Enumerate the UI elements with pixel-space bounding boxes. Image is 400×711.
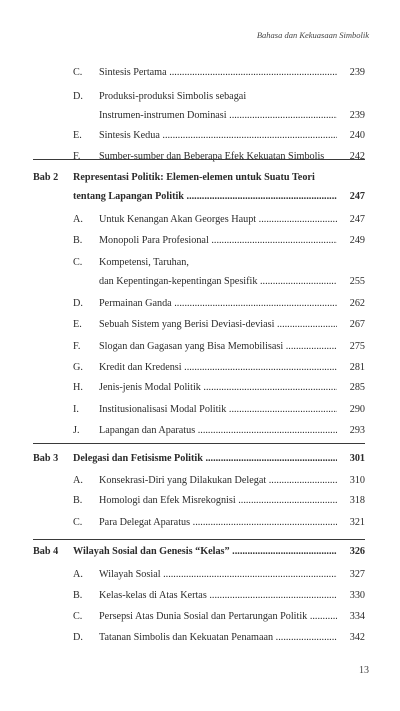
entry-title: Sebuah Sistem yang Berisi Deviasi-deviasi ..... bbox=[99, 318, 337, 332]
entry-title: Representasi Politik: Elemen-elemen untuk Suatu Teori bbox=[73, 172, 315, 183]
entry-letter: D. bbox=[73, 632, 83, 643]
entry-page-number: 281 bbox=[349, 362, 365, 373]
toc-entry bbox=[33, 90, 365, 104]
entry-title: Jenis-jenis Modal Politik ..... bbox=[99, 381, 337, 395]
entry-title: Homologi dan Efek Misrekognisi ..... bbox=[99, 494, 337, 508]
entry-title: Wilayah Sosial dan Genesis “Kelas” ..... bbox=[73, 545, 337, 559]
entry-page-number: 239 bbox=[349, 110, 365, 121]
entry-title: tentang Lapangan Politik ..... bbox=[73, 190, 337, 204]
entry-letter: J. bbox=[73, 425, 80, 436]
entry-page-number: 275 bbox=[349, 341, 365, 352]
entry-page-number: 262 bbox=[349, 298, 365, 309]
entry-letter: I. bbox=[73, 404, 79, 415]
toc-entry bbox=[33, 213, 365, 227]
entry-title: Delegasi dan Fetisisme Politik ..... bbox=[73, 452, 337, 466]
chapter-label: Bab 2 bbox=[33, 172, 59, 183]
chapter-label: Bab 3 bbox=[33, 453, 59, 464]
section-divider bbox=[33, 443, 365, 444]
entry-letter: H. bbox=[73, 382, 83, 393]
toc-entry bbox=[33, 474, 365, 488]
entry-page-number: 247 bbox=[349, 191, 365, 202]
entry-title: Konsekrasi-Diri yang Dilakukan Delegat ..... bbox=[99, 474, 337, 488]
entry-title: Kredit dan Kredensi ..... bbox=[99, 361, 337, 375]
entry-page-number: 318 bbox=[349, 495, 365, 506]
toc-entry bbox=[33, 403, 365, 417]
toc-entry bbox=[33, 631, 365, 645]
entry-page-number: 301 bbox=[349, 453, 365, 464]
entry-title: Sumber-sumber dan Beberapa Efek Kekuatan Simbolis bbox=[99, 151, 325, 162]
toc-entry bbox=[33, 568, 365, 582]
running-header: Bahasa dan Kekuasaan Simbolik bbox=[256, 30, 369, 40]
chapter-label: Bab 4 bbox=[33, 546, 59, 557]
toc-entry bbox=[33, 190, 365, 204]
toc-entry bbox=[33, 234, 365, 248]
entry-letter: C. bbox=[73, 517, 83, 528]
entry-page-number: 290 bbox=[349, 404, 365, 415]
toc-entry bbox=[33, 545, 365, 559]
entry-page-number: 255 bbox=[349, 276, 365, 287]
entry-title: dan Kepentingan-kepentingan Spesifik ..... bbox=[99, 275, 337, 289]
entry-page-number: 267 bbox=[349, 319, 365, 330]
entry-page-number: 326 bbox=[349, 546, 365, 557]
toc-entry bbox=[33, 171, 365, 185]
entry-title: Lapangan dan Aparatus ..... bbox=[99, 424, 337, 438]
toc-entry bbox=[33, 494, 365, 508]
entry-title: Sintesis Kedua ..... bbox=[99, 129, 337, 143]
entry-title: Produksi-produksi Simbolis sebagai bbox=[99, 91, 247, 102]
entry-title: Kompetensi, Taruhan, bbox=[99, 257, 189, 268]
entry-title: Sintesis Pertama ..... bbox=[99, 66, 337, 80]
entry-title: Monopoli Para Profesional ..... bbox=[99, 234, 337, 248]
toc-entry bbox=[33, 424, 365, 438]
section-divider bbox=[33, 539, 365, 540]
entry-letter: E. bbox=[73, 130, 82, 141]
entry-letter: B. bbox=[73, 235, 83, 246]
entry-letter: B. bbox=[73, 495, 83, 506]
entry-letter: C. bbox=[73, 257, 83, 268]
toc-entry bbox=[33, 381, 365, 395]
section-divider bbox=[33, 159, 365, 160]
toc-entry bbox=[33, 610, 365, 624]
entry-title: Instrumen-instrumen Dominasi ..... bbox=[99, 109, 337, 123]
entry-title: Wilayah Sosial ..... bbox=[99, 568, 337, 582]
entry-page-number: 293 bbox=[349, 425, 365, 436]
entry-title: Institusionalisasi Modal Politik ..... bbox=[99, 403, 337, 417]
entry-page-number: 242 bbox=[349, 151, 365, 162]
entry-title: Kelas-kelas di Atas Kertas ..... bbox=[99, 589, 337, 603]
entry-title: Para Delegat Aparatus ..... bbox=[99, 516, 337, 530]
entry-title: Untuk Kenangan Akan Georges Haupt ..... bbox=[99, 213, 337, 227]
entry-letter: E. bbox=[73, 319, 82, 330]
entry-letter: F. bbox=[73, 341, 81, 352]
entry-letter: C. bbox=[73, 611, 83, 622]
entry-page-number: 240 bbox=[349, 130, 365, 141]
entry-letter: B. bbox=[73, 590, 83, 601]
toc-entry bbox=[33, 340, 365, 354]
toc-entry bbox=[33, 318, 365, 332]
entry-title: Tatanan Simbolis dan Kekuatan Penamaan ..... bbox=[99, 631, 337, 645]
entry-page-number: 342 bbox=[349, 632, 365, 643]
entry-letter: A. bbox=[73, 475, 83, 486]
entry-title: Permainan Ganda ..... bbox=[99, 297, 337, 311]
entry-letter: F. bbox=[73, 151, 81, 162]
toc-entry bbox=[33, 66, 365, 80]
page-number: 13 bbox=[359, 665, 369, 676]
entry-page-number: 327 bbox=[349, 569, 365, 580]
toc-entry bbox=[33, 275, 365, 289]
toc-entry bbox=[33, 109, 365, 123]
entry-page-number: 334 bbox=[349, 611, 365, 622]
entry-letter: A. bbox=[73, 214, 83, 225]
entry-title: Persepsi Atas Dunia Sosial dan Pertarungan Politik ..... bbox=[99, 610, 337, 624]
entry-page-number: 247 bbox=[349, 214, 365, 225]
toc-entry bbox=[33, 150, 365, 164]
entry-page-number: 321 bbox=[349, 517, 365, 528]
toc-entry bbox=[33, 452, 365, 466]
entry-letter: A. bbox=[73, 569, 83, 580]
toc-entry bbox=[33, 256, 365, 270]
entry-letter: D. bbox=[73, 298, 83, 309]
entry-title: Slogan dan Gagasan yang Bisa Memobilisasi ..... bbox=[99, 340, 337, 354]
toc-entry bbox=[33, 361, 365, 375]
toc-entry bbox=[33, 129, 365, 143]
entry-page-number: 310 bbox=[349, 475, 365, 486]
entry-letter: G. bbox=[73, 362, 83, 373]
toc-entry bbox=[33, 297, 365, 311]
toc-entry bbox=[33, 516, 365, 530]
toc-entry bbox=[33, 589, 365, 603]
entry-letter: D. bbox=[73, 91, 83, 102]
entry-page-number: 330 bbox=[349, 590, 365, 601]
entry-page-number: 239 bbox=[349, 67, 365, 78]
entry-page-number: 249 bbox=[349, 235, 365, 246]
entry-page-number: 285 bbox=[349, 382, 365, 393]
entry-letter: C. bbox=[73, 67, 83, 78]
